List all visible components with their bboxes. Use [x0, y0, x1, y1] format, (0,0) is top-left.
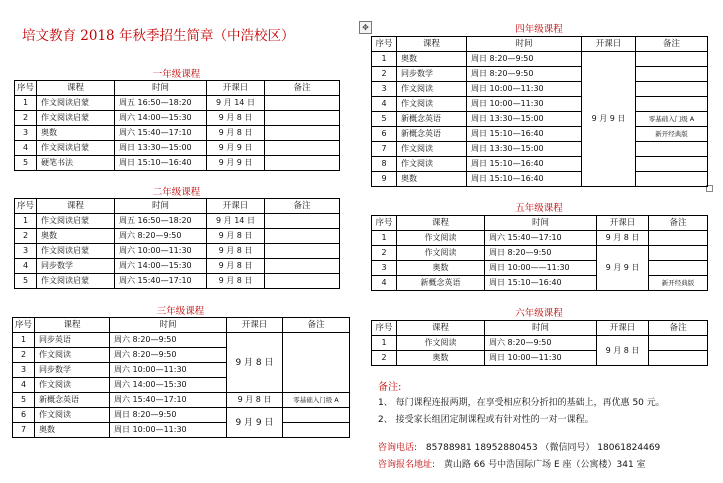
header-no: 序号 — [13, 318, 35, 333]
phone-value: 85788981 18952880453 （微信同号） 18061824469 — [425, 443, 661, 453]
cell-course: 奥数 — [37, 229, 115, 244]
cell-time: 周五 16:50—18:20 — [115, 214, 207, 229]
table-row — [15, 111, 340, 126]
cell-note — [265, 259, 340, 274]
note-cell — [649, 231, 708, 246]
table-row — [372, 52, 708, 67]
cell-course: 作文阅读 — [397, 157, 467, 172]
cell-course: 作文阅读启蒙 — [37, 274, 115, 289]
note-cell: 新开经典版 — [649, 276, 708, 291]
grade6-heading: 六年级课程 — [515, 308, 563, 319]
table-row — [372, 82, 708, 97]
note-cell — [283, 423, 350, 438]
cell-no: 1 — [372, 52, 397, 67]
cell-time: 周六 15:40—17:10 — [115, 126, 207, 141]
table-row — [15, 274, 340, 289]
cell-time: 周日 15:10—16:40 — [467, 172, 582, 187]
cell-time: 周日 10:00—11:30 — [467, 82, 582, 97]
note-cell — [283, 333, 350, 393]
grade5-heading: 五年级课程 — [515, 203, 563, 214]
cell-course: 同步数学 — [397, 67, 467, 82]
table-row: 1 作文阅读 周六 8:20—9:50 9 月 8 日 — [372, 336, 708, 351]
cell-course: 新概念英语 — [397, 127, 467, 142]
grade4-table — [371, 36, 708, 187]
header-no: 序号 — [372, 37, 397, 52]
cell-no: 9 — [372, 172, 397, 187]
note-cell — [649, 246, 708, 261]
cell-start: 9 月 9 日 — [207, 156, 265, 171]
cell-time: 周六 10:00—11:30 — [115, 244, 207, 259]
header-no: 序号 — [15, 81, 37, 96]
start-date: 9 月 9 日 — [582, 52, 636, 187]
cell-no: 8 — [372, 157, 397, 172]
cell-note — [265, 229, 340, 244]
table-header-row — [372, 37, 708, 52]
cell-note — [265, 141, 340, 156]
note-cell — [649, 261, 708, 276]
table-row — [15, 214, 340, 229]
table-row — [15, 141, 340, 156]
cell-no: 2 — [15, 229, 37, 244]
cell-no: 3 — [15, 244, 37, 259]
table-row — [15, 259, 340, 274]
start-date: 9 月 8 日 — [227, 393, 283, 408]
table-header-row — [13, 318, 350, 333]
grade3-heading: 三年级课程 — [156, 306, 205, 317]
cell-note — [636, 67, 708, 82]
table-row: 6 作文阅读 周日 8:20—9:50 9 月 9 日 — [13, 408, 350, 423]
table-header-row — [15, 81, 340, 96]
cell-time: 周六 15:40—17:10 — [115, 274, 207, 289]
grade1-heading: 一年级课程 — [152, 69, 201, 80]
table-row — [15, 96, 340, 111]
cell-note: 新开经典版 — [636, 127, 708, 142]
table-row: 1 同步英语 周六 8:20—9:50 9 月 8 日 — [13, 333, 350, 348]
cell-note — [265, 244, 340, 259]
cell-no: 3 — [15, 126, 37, 141]
table-row — [15, 244, 340, 259]
cell-no: 5 — [372, 112, 397, 127]
cell-note — [636, 142, 708, 157]
table-move-handle-icon[interactable]: ✥ — [359, 21, 372, 34]
cell-start: 9 月 8 日 — [207, 259, 265, 274]
cell-note — [636, 82, 708, 97]
cell-no: 2 — [15, 111, 37, 126]
cell-start: 9 月 8 日 — [207, 111, 265, 126]
table-header-row — [15, 199, 340, 214]
table-row — [15, 229, 340, 244]
table-row — [372, 67, 708, 82]
start-date: 9 月 9 日 — [597, 246, 649, 291]
cell-time: 周日 15:10—16:40 — [467, 127, 582, 142]
cell-note — [265, 274, 340, 289]
cell-start: 9 月 14 日 — [207, 214, 265, 229]
grade3-table — [12, 317, 350, 438]
header-course: 课程 — [397, 37, 467, 52]
cell-course: 奥数 — [397, 52, 467, 67]
table-row — [372, 97, 708, 112]
header-time: 时间 — [115, 199, 207, 214]
address-label: 咨询报名地址: — [378, 460, 436, 470]
address-value: 黄山路 66 号中浩国际广场 E 座（公寓楼）341 室 — [443, 460, 646, 470]
cell-no: 5 — [15, 156, 37, 171]
cell-course: 作文阅读启蒙 — [37, 141, 115, 156]
cell-course: 奥数 — [397, 172, 467, 187]
cell-time: 周六 14:00—15:30 — [115, 111, 207, 126]
table-row — [372, 157, 708, 172]
header-no: 序号 — [15, 199, 37, 214]
cell-start: 9 月 8 日 — [207, 244, 265, 259]
cell-course: 作文阅读 — [397, 142, 467, 157]
table-row — [372, 142, 708, 157]
note-cell — [649, 336, 708, 351]
cell-time: 周日 15:10—16:40 — [467, 157, 582, 172]
start-date: 9 月 9 日 — [227, 408, 283, 438]
cell-start: 9 月 9 日 — [207, 141, 265, 156]
cell-time: 周日 13:30—15:00 — [467, 142, 582, 157]
header-note: 备注 — [265, 81, 340, 96]
table-row — [372, 112, 708, 127]
cell-note — [636, 157, 708, 172]
cell-no: 4 — [15, 259, 37, 274]
page-title: 培文教育 2018 年秋季招生简章（中浩校区） — [22, 28, 295, 44]
start-date: 9 月 8 日 — [227, 333, 283, 393]
contact-address — [378, 457, 646, 470]
header-note: 备注 — [265, 199, 340, 214]
header-time: 时间 — [110, 318, 227, 333]
cell-course: 奥数 — [37, 126, 115, 141]
table-row: 4 作文阅读 周六 14:00—15:30 — [13, 378, 350, 393]
cell-time: 周日 10:00—11:30 — [467, 97, 582, 112]
table-row: 2 作文阅读 周日 8:20—9:50 9 月 9 日 — [372, 246, 708, 261]
cell-time: 周六 8:20—9:50 — [115, 229, 207, 244]
header-course: 课程 — [35, 318, 110, 333]
cell-note — [636, 97, 708, 112]
grade2-heading: 二年级课程 — [152, 187, 201, 198]
table-row: 5 新概念英语 周六 15:40—17:10 9 月 8 日 零基础入门级 A — [13, 393, 350, 408]
cell-time: 周日 8:20—9:50 — [467, 52, 582, 67]
header-time: 时间 — [467, 37, 582, 52]
cell-start: 9 月 8 日 — [207, 126, 265, 141]
cell-time: 周日 13:30—15:00 — [115, 141, 207, 156]
header-start: 开课日 — [227, 318, 283, 333]
table-header-row: 序号 课程 时间 开课日 备注 — [372, 321, 708, 336]
table-row: 1 作文阅读 周六 15:40—17:10 9 月 8 日 — [372, 231, 708, 246]
cell-note — [265, 126, 340, 141]
notes-line-1: 1、 每门课程连报两期，在享受相应积分折扣的基础上，再优惠 50 元。 — [378, 398, 665, 408]
note-cell: 零基础入门级 A — [283, 393, 350, 408]
grade4-heading: 四年级课程 — [515, 24, 563, 35]
note-cell — [649, 351, 708, 366]
cell-note — [636, 172, 708, 187]
cell-note: 零基础入门级 A — [636, 112, 708, 127]
table-row — [15, 156, 340, 171]
header-start: 开课日 — [207, 81, 265, 96]
cell-no: 1 — [15, 96, 37, 111]
header-note: 备注 — [636, 37, 708, 52]
header-course: 课程 — [37, 199, 115, 214]
cell-course: 硬笔书法 — [37, 156, 115, 171]
table-row — [372, 127, 708, 142]
cell-course: 作文阅读启蒙 — [37, 214, 115, 229]
cell-note — [265, 214, 340, 229]
grade6-table — [371, 320, 708, 366]
cell-time: 周日 15:10—16:40 — [115, 156, 207, 171]
notes-label: 备注: — [378, 382, 402, 393]
cell-time: 周五 16:50—18:20 — [115, 96, 207, 111]
cell-no: 4 — [372, 97, 397, 112]
table-row — [15, 126, 340, 141]
header-start: 开课日 — [582, 37, 636, 52]
cell-course: 作文阅读启蒙 — [37, 111, 115, 126]
start-date: 9 月 8 日 — [597, 231, 649, 246]
grade1-table — [14, 80, 340, 171]
notes-line-2: 2、 接受家长组团定制课程或有针对性的一对一课程。 — [378, 415, 594, 425]
cell-no: 7 — [372, 142, 397, 157]
cell-no: 1 — [15, 214, 37, 229]
header-note: 备注 — [283, 318, 350, 333]
start-date: 9 月 8 日 — [597, 336, 649, 366]
cell-start: 9 月 14 日 — [207, 96, 265, 111]
cell-start: 9 月 8 日 — [207, 274, 265, 289]
cell-course: 作文阅读 — [397, 82, 467, 97]
cell-course: 作文阅读启蒙 — [37, 244, 115, 259]
table-row: 2 奥数 周日 10:00—11:30 — [372, 351, 708, 366]
cell-course: 同步数学 — [37, 259, 115, 274]
cell-note — [636, 52, 708, 67]
header-start: 开课日 — [207, 199, 265, 214]
cell-note — [265, 96, 340, 111]
cell-no: 5 — [15, 274, 37, 289]
grade5-table — [371, 215, 708, 291]
cell-no: 2 — [372, 67, 397, 82]
cell-start: 9 月 8 日 — [207, 229, 265, 244]
table-row: 7 奥数 周日 10:00—11:30 — [13, 423, 350, 438]
table-header-row: 序号 课程 时间 开课日 备注 — [372, 216, 708, 231]
header-course: 课程 — [37, 81, 115, 96]
cell-no: 4 — [15, 141, 37, 156]
cell-note — [265, 111, 340, 126]
cell-no: 3 — [372, 82, 397, 97]
contact-phone — [378, 440, 660, 453]
grade2-table — [14, 198, 340, 289]
header-time: 时间 — [115, 81, 207, 96]
table-row: 2 作文阅读 周六 8:20—9:50 — [13, 348, 350, 363]
cell-note — [265, 156, 340, 171]
table-row — [372, 172, 708, 187]
cell-course: 作文阅读 — [397, 97, 467, 112]
cell-time: 周六 14:00—15:30 — [115, 259, 207, 274]
table-row: 4 新概念英语 周日 15:10—16:40 新开经典版 — [372, 276, 708, 291]
phone-label: 咨询电话: — [378, 443, 418, 453]
cell-course: 新概念英语 — [397, 112, 467, 127]
note-cell — [283, 408, 350, 423]
cell-course: 作文阅读启蒙 — [37, 96, 115, 111]
cell-time: 周日 8:20—9:50 — [467, 67, 582, 82]
table-row: 3 同步数学 周六 10:00—11:30 — [13, 363, 350, 378]
table-row: 3 奥数 周日 10:00——11:30 — [372, 261, 708, 276]
cell-no: 6 — [372, 127, 397, 142]
cell-time: 周日 13:30—15:00 — [467, 112, 582, 127]
